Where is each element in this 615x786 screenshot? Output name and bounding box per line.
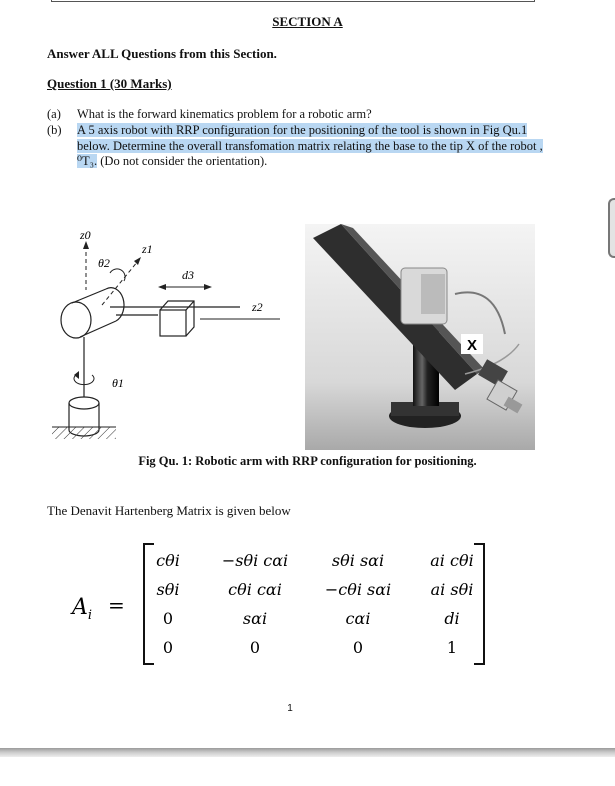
- page-number: 1: [287, 703, 293, 714]
- matrix-cell-r1c2: −sθi cαi: [221, 551, 289, 570]
- rrp-schematic-diagram: [50, 215, 300, 455]
- photo-motor-panel: [421, 274, 445, 314]
- matrix-cell-r1c1: cθi: [156, 551, 180, 570]
- photo-x-marker: X: [466, 337, 478, 354]
- part-b-highlighted-text[interactable]: A 5 axis robot with RRP configuration for the positioning of the tool is shown in Fig Qu.1 below. Determine the overall transfomation matrix relating the base to the tip X of the robot , ⁰T₃.: [77, 123, 543, 168]
- robot-arm-photo: [305, 224, 535, 450]
- ground-hatch: [52, 427, 116, 439]
- matrix-cell-r3c4: di: [444, 609, 460, 628]
- matrix-cell-r1c4: ai cθi: [430, 551, 474, 570]
- matrix-cells: [156, 551, 474, 657]
- matrix-cell-r4c2: 0: [249, 638, 261, 657]
- matrix-lhs: $A_i$: [72, 595, 93, 623]
- part-b-text[interactable]: [77, 123, 547, 170]
- matrix-cell-r3c3: cαi: [345, 609, 371, 628]
- matrix-left-bracket: [144, 544, 154, 664]
- theta2-rotation-arrow: [110, 269, 125, 281]
- page-bottom-divider: [0, 748, 615, 757]
- d3-arrowhead-left: [158, 284, 166, 290]
- theta2-label: θ2: [98, 256, 110, 270]
- matrix-equals: =: [108, 593, 125, 617]
- matrix-cell-r1c3: sθi sαi: [331, 551, 385, 570]
- section-title: SECTION A: [272, 14, 343, 29]
- matrix-cell-r3c1: 0: [162, 609, 174, 628]
- matrix-cell-r4c1: 0: [162, 638, 174, 657]
- part-a-text: What is the forward kinematics problem for a robotic arm?: [77, 107, 372, 121]
- z1-label: z1: [142, 242, 153, 256]
- matrix-cell-r2c1: sθi: [156, 580, 180, 599]
- theta1-arrowhead: [74, 371, 79, 379]
- theta1-label: θ1: [112, 376, 124, 390]
- part-b-label: (b): [47, 123, 62, 137]
- d3-label: d3: [182, 268, 194, 282]
- matrix-cell-r4c3: 0: [352, 638, 364, 657]
- z1-arrowhead: [134, 257, 141, 265]
- dh-intro-text: The Denavit Hartenberg Matrix is given below: [47, 503, 291, 518]
- joint2-cylinder: [61, 288, 124, 338]
- top-frame: [51, 0, 535, 2]
- figure-caption: Fig Qu. 1: Robotic arm with RRP configuration for positioning.: [138, 454, 477, 468]
- z2-label: z2: [252, 300, 263, 314]
- matrix-cell-r2c2: cθi cαi: [228, 580, 282, 599]
- z0-label: z0: [80, 228, 91, 242]
- part-a-label: (a): [47, 107, 61, 121]
- matrix-cell-r4c4: 1: [446, 638, 458, 657]
- part-b-plain-text: (Do not consider the orientation).: [97, 154, 268, 168]
- matrix-right-bracket: [474, 544, 484, 664]
- question-heading: Question 1 (30 Marks): [47, 76, 172, 91]
- section-instruction: Answer ALL Questions from this Section.: [47, 46, 277, 61]
- z0-arrowhead: [83, 241, 89, 249]
- matrix-cell-r2c3: −cθi sαi: [324, 580, 392, 599]
- prismatic-joint-cube: [160, 301, 194, 336]
- dh-matrix: [70, 540, 500, 668]
- matrix-cell-r2c4: ai sθi: [430, 580, 474, 599]
- matrix-cell-r3c2: sαi: [242, 609, 268, 628]
- scroll-side-tab[interactable]: [608, 198, 615, 258]
- d3-arrowhead-right: [204, 284, 212, 290]
